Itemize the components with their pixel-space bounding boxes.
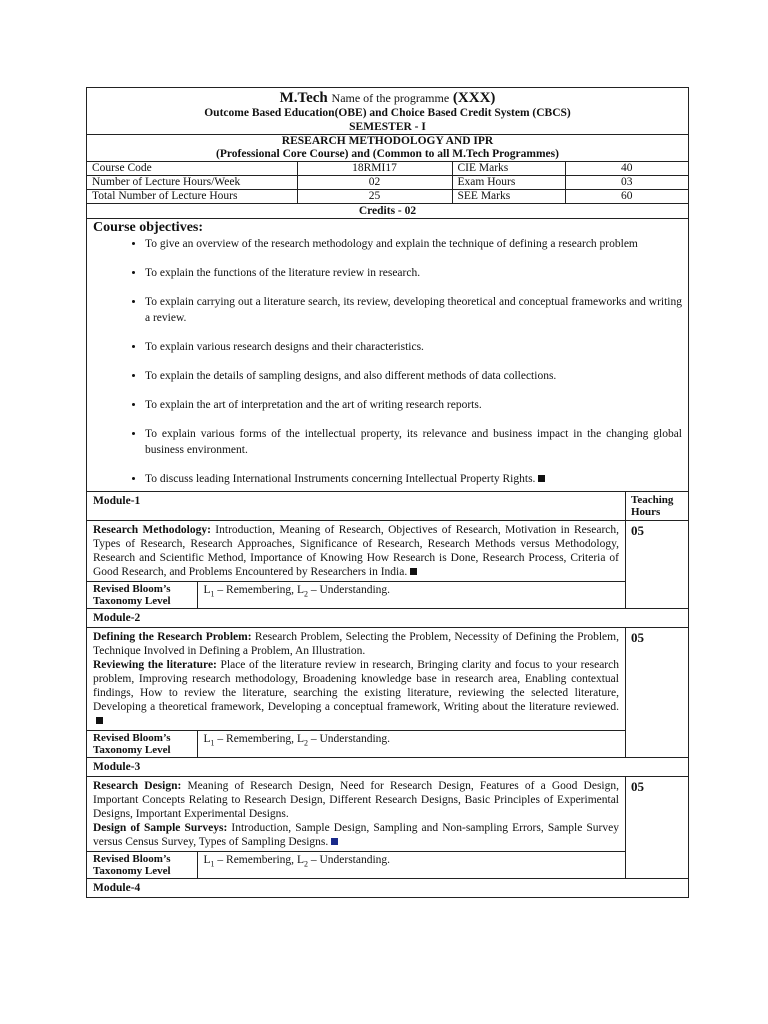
credits: Credits - 02 [87,204,688,219]
degree: M.Tech [279,90,328,106]
document-header [87,88,688,134]
module-hours: 05 [626,628,689,758]
bloom-levels: $L_1$ – Remembering, $L_2$ – Understanding. [197,582,626,609]
module-header-row [87,492,688,521]
syllabus-document [86,87,689,898]
teaching-hours-label: Teaching Hours [626,492,689,521]
end-marker-icon [331,838,338,845]
course-title: RESEARCH METHODOLOGY AND IPR [281,135,494,147]
course-objectives [87,219,688,491]
modules-table [87,491,688,897]
end-marker-icon [538,475,545,482]
info-value: 18RMI17 [297,162,452,176]
bloom-levels: $L_1$ – Remembering, $L_2$ – Understanding. [197,852,626,879]
end-marker-icon [410,568,417,575]
module-content-row [87,521,688,582]
bloom-label: Revised Bloom’s Taxonomy Level [87,852,197,879]
module-title: Module-1 [87,492,626,521]
objectives-title: Course objectives: [93,220,204,235]
bloom-label: Revised Bloom’s Taxonomy Level [87,731,197,758]
module-content: Research Methodology: Introduction, Meaning of Research, Objectives of Research, Motivation in Research, Types of Research, Research Approaches, Significance of Research, Research Methods versus Methodology, Research and Scientific Method, Importance of Knowing How Research is Done, Research Process, Criteria of Good Research, and Problems Encountered by Researchers in India. [87,521,626,582]
info-label: CIE Marks [452,162,565,176]
bloom-label: Revised Bloom’s Taxonomy Level [87,582,197,609]
info-label: SEE Marks [452,190,565,204]
table-row [87,162,688,176]
list-item: • To explain the functions of the literature review in research. [145,265,682,281]
module-content-row [87,777,688,852]
module-header-row [87,609,688,628]
list-item: • To discuss leading International Instruments concerning Intellectual Property Rights. [145,471,682,487]
semester: SEMESTER - I [349,121,426,133]
info-label: Total Number of Lecture Hours [87,190,297,204]
module-content: Research Design: Meaning of Research Design, Need for Research Design, Features of a Good Design, Important Concepts Relating to Research Design, Different Research Designs, Basic Principles of Experimental Designs, Important Experimental Designs. Design of Sample Surveys: Introduction, Sample Design, Sampling and Non-sampling Errors, Sample Survey versus Census Survey, Types of Sampling Designs. [87,777,626,852]
table-row [87,176,688,190]
info-label: Number of Lecture Hours/Week [87,176,297,190]
module-title: Module-3 [87,758,688,777]
programme-code: (XXX) [452,90,496,106]
list-item: • To give an overview of the research methodology and explain the technique of defining a research problem [145,236,682,252]
info-label: Course Code [87,162,297,176]
module-title: Module-2 [87,609,688,628]
module-hours: 05 [626,777,689,879]
bloom-row [87,731,688,758]
course-title-block [87,134,688,161]
module-header-row [87,879,688,898]
module-content-row [87,628,688,731]
programme-name-label: Name of the programme [331,91,450,105]
list-item: • To explain carrying out a literature search, its review, developing theoretical and conceptual frameworks and writing a review. [145,294,682,326]
list-item: • To explain the details of sampling designs, and also different methods of data collections. [145,368,682,384]
bloom-row [87,852,688,879]
obe-cbcs-line: Outcome Based Education(OBE) and Choice Based Credit System (CBCS) [204,107,571,119]
programme-line [87,88,688,106]
module-hours: 05 [626,521,689,609]
info-value: 60 [565,190,688,204]
module-header-row [87,758,688,777]
info-value: 03 [565,176,688,190]
bloom-levels: $L_1$ – Remembering, $L_2$ – Understanding. [197,731,626,758]
info-value: 40 [565,162,688,176]
list-item: • To explain the art of interpretation and the art of writing research reports. [145,397,682,413]
module-content: Defining the Research Problem: Research Problem, Selecting the Problem, Necessity of Defining the Problem, Technique Involved in Defining a Problem, An Illustration. Reviewing the literature: Place of the literature review in research, Bringing clarity and focus to your research problem, Improving research methodology, Broadening knowledge base in research area, Enabling contextual findings, How to review the literature, searching the existing literature, reviewing the selected literature, Developing a theoretical framework, Developing a conceptual framework, Writing about the literature reviewed. [87,628,626,731]
course-subtitle: (Professional Core Course) and (Common to all M.Tech Programmes) [216,148,559,160]
module-title: Module-4 [87,879,688,898]
end-marker-icon [96,717,103,724]
info-value: 02 [297,176,452,190]
objectives-list [93,236,682,487]
table-row [87,190,688,204]
bloom-row [87,582,688,609]
course-info-table [87,161,688,204]
info-value: 25 [297,190,452,204]
list-item: • To explain various research designs and their characteristics. [145,339,682,355]
list-item: • To explain various forms of the intellectual property, its relevance and business impact in the changing global business environment. [145,426,682,458]
info-label: Exam Hours [452,176,565,190]
